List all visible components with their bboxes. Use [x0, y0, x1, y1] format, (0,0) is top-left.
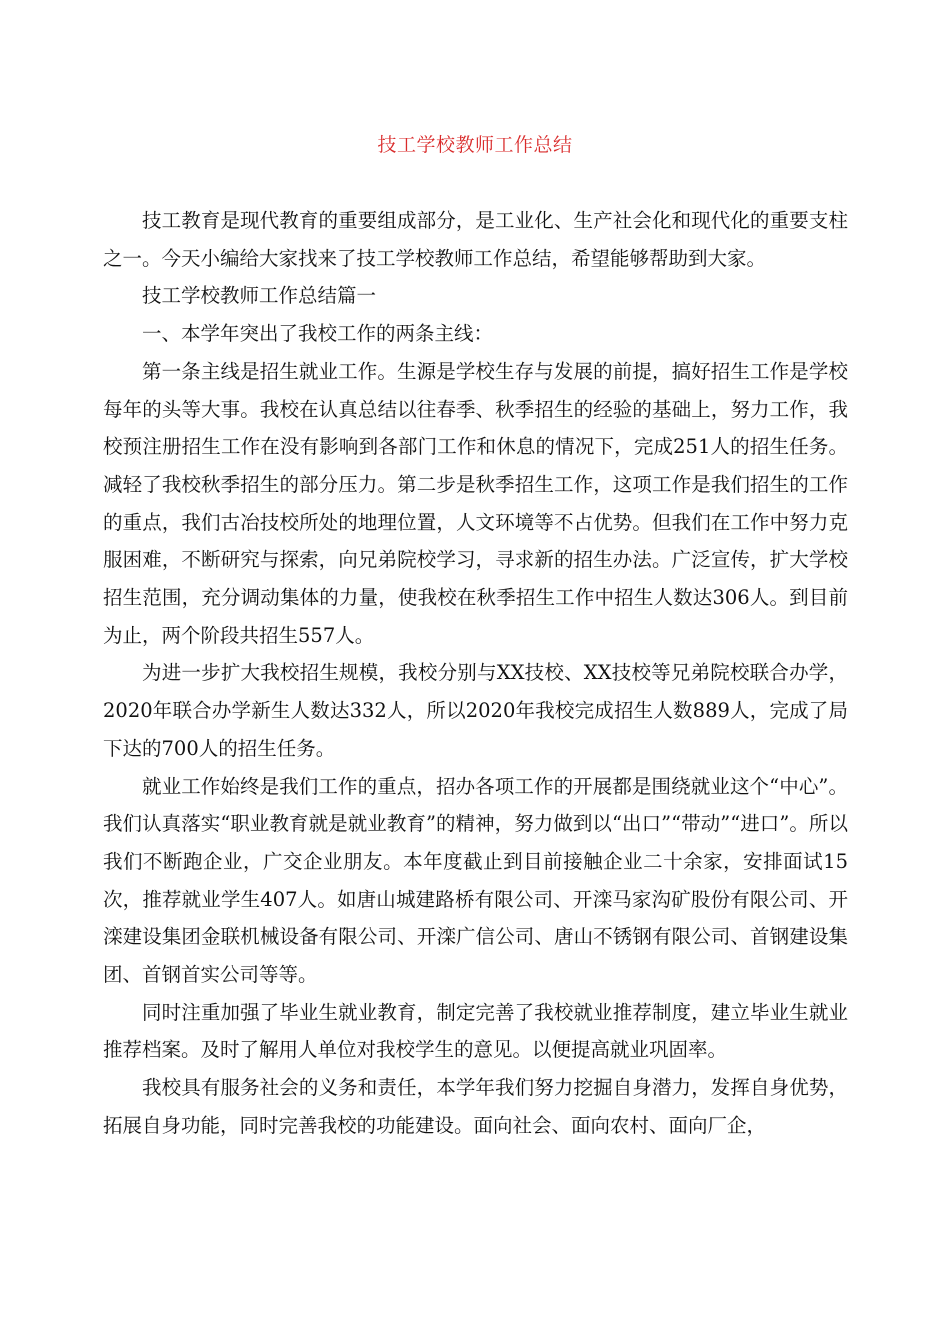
- body-paragraph: 为进一步扩大我校招生规模，我校分别与XX技校、XX技校等兄弟院校联合办学，2020年联合办学新生人数达332人，所以2020年我校完成招生人数889人，完成了局下达的700人的招生任务。: [103, 661, 848, 760]
- document-body: [103, 202, 848, 1145]
- body-paragraph: 第一条主线是招生就业工作。生源是学校生存与发展的前提，搞好招生工作是学校每年的头等大事。我校在认真总结以往春季、秋季招生的经验的基础上，努力工作，我校预注册招生工作在没有影响到各部门工作和休息的情况下，完成251人的招生任务。减轻了我校秋季招生的部分压力。第二步是秋季招生工作，这项工作是我们招生的工作的重点，我们古冶技校所处的地理位置，人文环境等不占优势。但我们在工作中努力克服困难，不断研究与探索，向兄弟院校学习，寻求新的招生办法。广泛宣传，扩大学校招生范围，充分调动集体的力量，使我校在秋季招生工作中招生人数达306人。到目前为止，两个阶段共招生557人。: [103, 359, 848, 647]
- body-paragraph: 同时注重加强了毕业生就业教育，制定完善了我校就业推荐制度，建立毕业生就业推荐档案。及时了解用人单位对我校学生的意见。以便提高就业巩固率。: [103, 1000, 848, 1062]
- body-paragraph: 我校具有服务社会的义务和责任，本学年我们努力挖掘自身潜力，发挥自身优势，拓展自身功能，同时完善我校的功能建设。面向社会、面向农村、面向厂企，: [103, 1076, 848, 1137]
- section-heading: 技工学校教师工作总结篇一: [142, 284, 377, 308]
- page-title: 技工学校教师工作总结: [377, 134, 573, 156]
- body-paragraph: 就业工作始终是我们工作的重点，招办各项工作的开展都是围绕就业这个“中心”。我们认真落实“职业教育就是就业教育”的精神，努力做到以“出口”“带动”“进口”。所以我们不断跑企业，广交企业朋友。本年度截止到目前接触企业二十余家，安排面试15次，推荐就业学生407人。如唐山城建路桥有限公司、开滦马家沟矿股份有限公司、开滦建设集团金联机械设备有限公司、开滦广信公司、唐山不锈钢有限公司、首钢建设集团、首钢首实公司等等。: [103, 774, 848, 987]
- subsection-heading: 一、本学年突出了我校工作的两条主线：: [142, 322, 494, 346]
- intro-paragraph: 技工教育是现代教育的重要组成部分，是工业化、生产社会化和现代化的重要支柱之一。今天小编给大家找来了技工学校教师工作总结，希望能够帮助到大家。: [103, 209, 848, 270]
